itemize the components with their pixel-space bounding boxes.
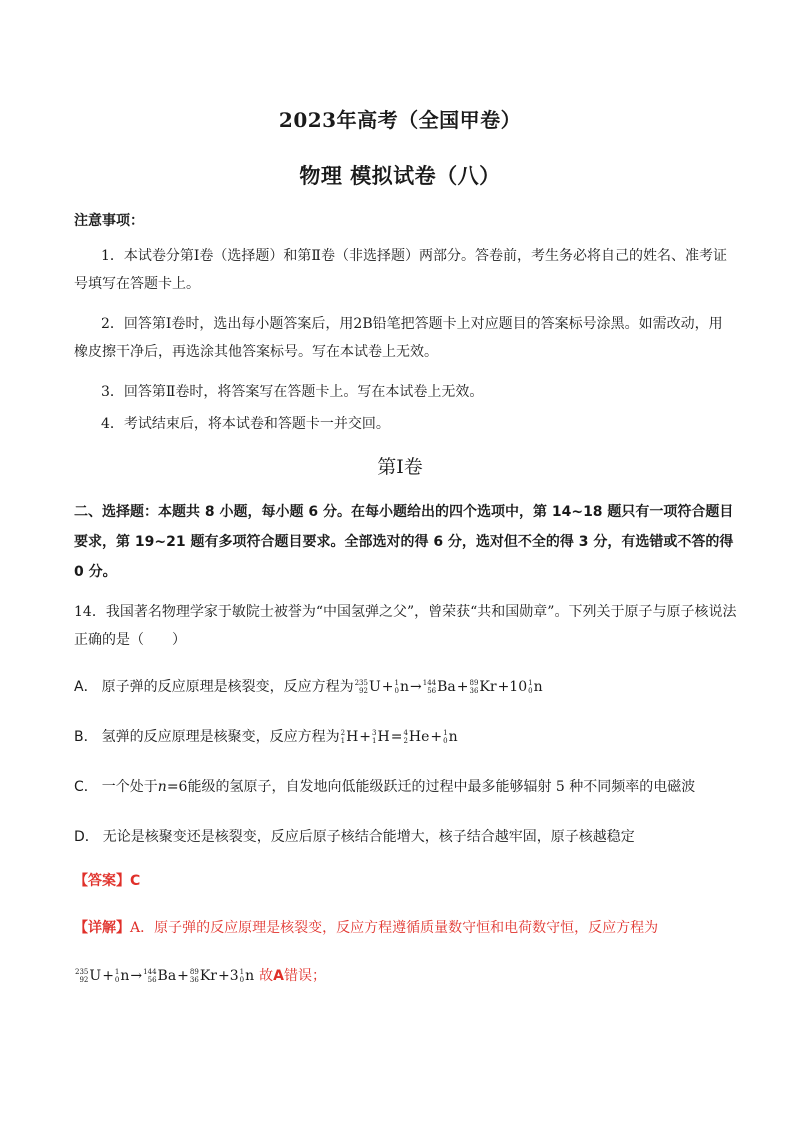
option-c-letter: C． [74,779,98,795]
nuclide-neutron: 1 0 n [394,679,409,695]
option-d [74,824,734,850]
option-b: B． 氢弹的反应原理是核聚变，反应方程为 2 1 H+ 3 1 H= 4 2 He+ 1 0 n [74,724,734,750]
nuclide-h2: 2 1 H [340,729,359,745]
notice-item-3: 3．回答第Ⅱ卷时，将答案写在答题卡上。写在本试卷上无效。 [101,384,484,400]
arrow-symbol: → [410,679,422,695]
var-n: n [157,779,167,795]
explanation-tail-1: 故 [259,968,274,984]
nuclide-neutron: 1 0 n [114,968,130,984]
notice-heading: 注意事项： [74,213,144,229]
option-a-text: 原子弹的反应原理是核裂变，反应方程为 [101,679,354,695]
explanation-tail-2: 错误； [283,968,326,984]
explanation-label: 【详解】 [74,920,130,936]
option-d-text: 无论是核聚变还是核裂变，反应后原子核结合能增大，核子结合越牢固，原子核越稳定 [102,829,635,845]
nuclide-kr89: 89 36 Kr [189,968,217,984]
explanation-equation: 235 92 U+ 1 0 n→ 144 56 Ba+ 89 36 Kr+3 1 0 n 故A错误； [74,963,744,989]
nuclide-h3: 3 1 H [372,729,390,745]
answer-label: 【答案】 [74,873,130,889]
exam-title: 2023年高考（全国甲卷） [278,108,522,132]
option-b-text: 氢弹的反应原理是核聚变，反应方程为 [101,729,340,745]
notice-item-4: 4．考试结束后，将本试卷和答题卡一并交回。 [101,416,390,432]
option-b-letter: B． [74,729,98,745]
notice-item-2: 2．回答第Ⅰ卷时，选出每小题答案后，用2B铅笔把答题卡上对应题目的答案标号涂黑。如需改动，用橡皮擦干净后，再选涂其他答案标号。写在本试卷上无效。 [74,316,723,360]
nuclide-ba144: 144 56 Ba [143,968,177,984]
option-c: C． 一个处于n=6能级的氢原子，自发地向低能级跃迁的过程中最多能够辐射 5 种不同频率的电磁波 [74,779,696,795]
option-a: A． 原子弹的反应原理是核裂变，反应方程为 235 92 U+ 1 0 n→ 144 56 Ba+ 89 36 Kr+10 1 0 n [74,674,734,700]
answer-line [74,870,140,890]
arrow-symbol: → [130,968,143,984]
nuclide-neutron: 1 0 n [443,729,458,745]
notice-item-1: 1．本试卷分第Ⅰ卷（选择题）和第Ⅱ卷（非选择题）两部分。答卷前，考生务必将自己的姓名、准考证号填写在答题卡上。 [74,248,727,292]
option-d-letter: D． [74,829,99,845]
nuclide-kr89: 89 36 Kr [469,679,497,695]
exam-subtitle: 物理 模拟试卷（八） [299,163,501,188]
nuclide-u235: 235 92 U [75,968,102,984]
nuclide-neutron: 1 0 n [239,968,255,984]
explanation [74,915,744,941]
question-stem: 14．我国著名物理学家于敏院士被誉为“中国氢弹之父”，曾荣获“共和国勋章”。下列关于原子与原子核说法正确的是（ ） [74,604,737,648]
answer-value: C [130,873,141,889]
explanation-text: A．原子弹的反应原理是核裂变，反应方程遵循质量数守恒和电荷数守恒，反应方程为 [130,920,659,936]
section-instructions: 二、选择题：本题共 8 小题，每小题 6 分。在每小题给出的四个选项中，第 14~18 题只有一项符合题目要求，第 19~21 题有多项符合题目要求。全部选对的得 6 分，选对但不全的得 3 分，有选错或不答的得 0 分。 [74,504,734,580]
nuclide-ba144: 144 56 Ba [422,679,456,695]
nuclide-he4: 4 2 He [403,729,430,745]
section-title: 第Ⅰ卷 [377,456,423,478]
explanation-tail-letter: A [273,968,284,984]
nuclide-neutron: 1 0 n [528,679,543,695]
nuclide-u235: 235 92 U [354,679,381,695]
option-a-letter: A． [74,679,98,695]
